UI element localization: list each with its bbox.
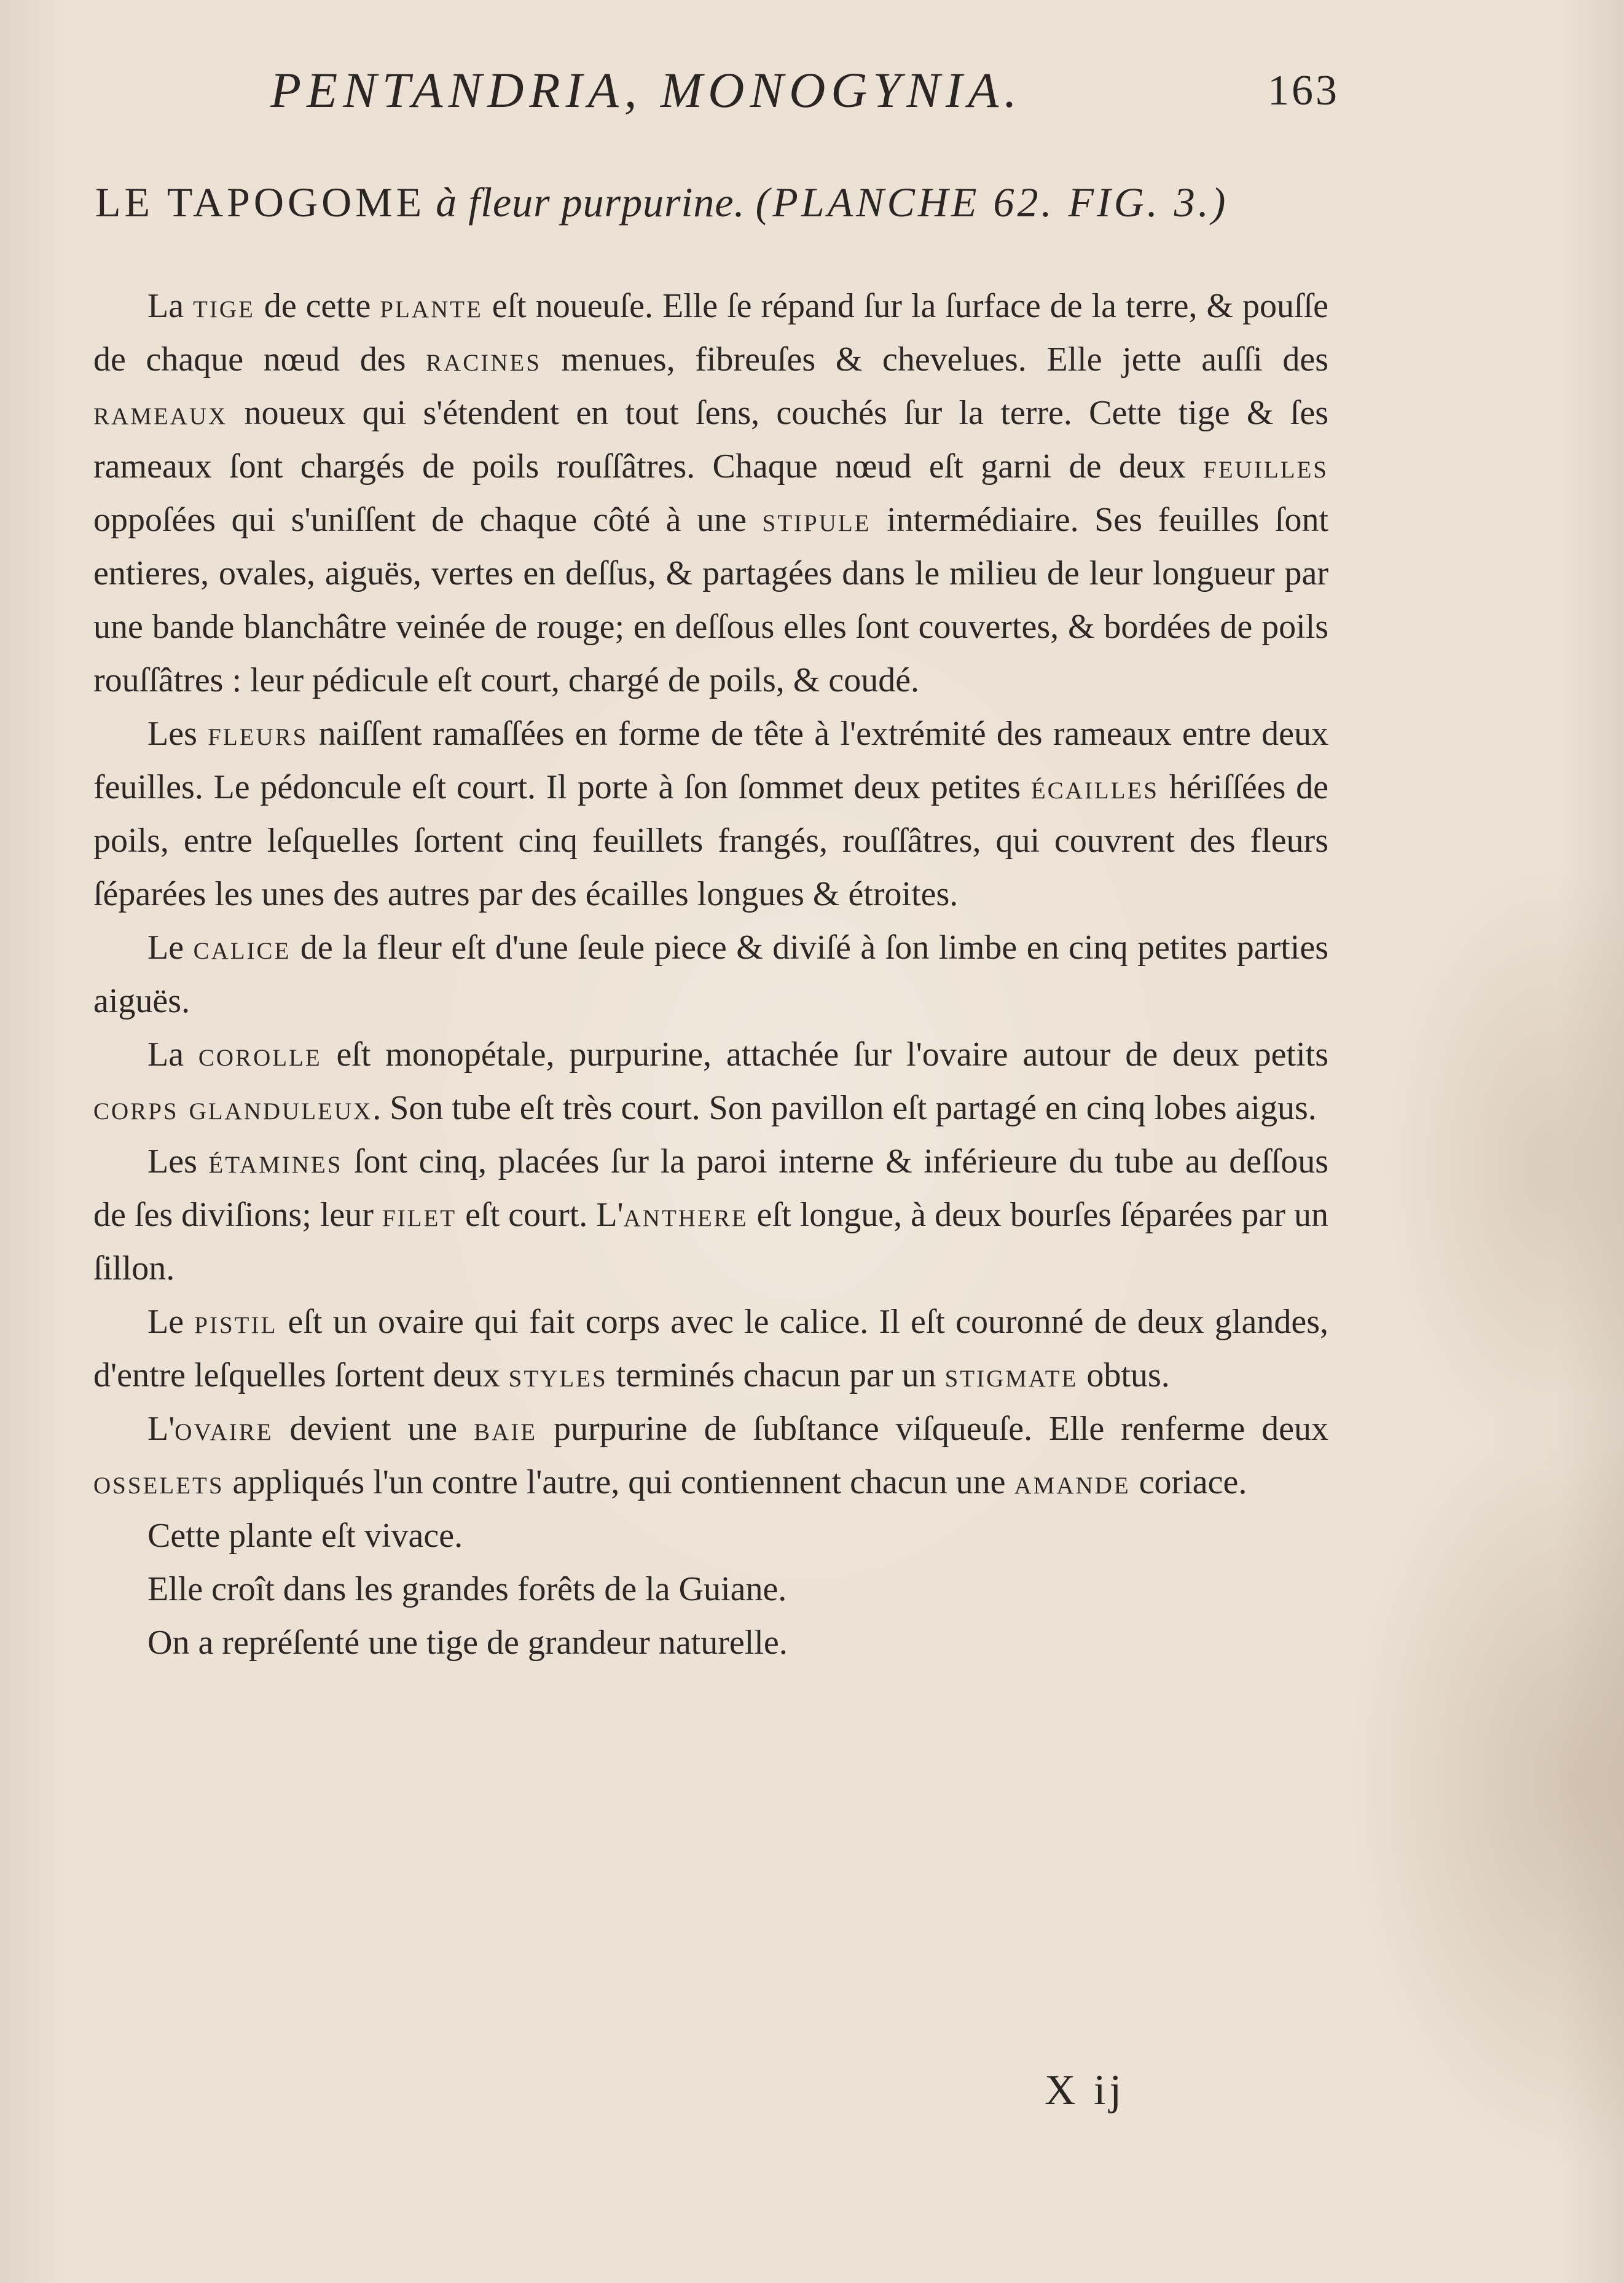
text-segment: eſt monopétale, purpurine, attachée ſur l'ovaire autour de deux petits — [321, 1035, 1328, 1074]
text-segment: eſt longue, à deux bourſes ſéparées par un ſillon. — [93, 1196, 1328, 1287]
paragraph — [93, 1028, 1328, 1135]
page-number: 163 — [1268, 67, 1340, 114]
running-title: PENTANDRIA, MONOGYNIA. — [270, 62, 1022, 118]
text-segment: naiſſent ramaſſées en forme de tête à l'extrémité des rameaux entre deux feuilles. Le pédoncule eſt court. Il porte à ſon ſommet deux petites — [93, 715, 1328, 806]
text-segment: noueux qui s'étendent en tout ſens, couchés ſur la terre. Cette tige & ſes rameaux ſont chargés de poils rouſſâtres. Chaque nœud eſt garni de deux — [93, 394, 1328, 485]
text-segment: Les — [147, 715, 208, 753]
small-caps-term: amande — [1014, 1463, 1131, 1501]
text-segment: Les — [147, 1142, 209, 1181]
text-segment: On a repréſenté une tige de grandeur naturelle. — [147, 1624, 788, 1662]
small-caps-term: pistil — [194, 1303, 278, 1341]
small-caps-term: osselets — [93, 1463, 224, 1501]
paragraph — [93, 1402, 1328, 1509]
body-text — [93, 280, 1328, 1670]
small-caps-term: plante — [380, 287, 483, 325]
small-caps-term: étamines — [208, 1142, 343, 1181]
text-segment: menues, fibreuſes & chevelues. Elle jette auſſi des — [541, 340, 1329, 379]
text-segment: de cette — [254, 287, 380, 325]
small-caps-term: baie — [474, 1410, 538, 1448]
text-segment: coriace. — [1130, 1463, 1247, 1501]
paragraph — [93, 1135, 1328, 1295]
paragraph — [93, 707, 1328, 921]
species-descriptor: à fleur purpurine. — [436, 179, 745, 226]
paragraph — [93, 1616, 1328, 1670]
species-name: LE TAPOGOME — [95, 179, 426, 226]
paragraph — [93, 1563, 1328, 1616]
small-caps-term: ovaire — [175, 1410, 273, 1448]
text-segment: obtus. — [1078, 1356, 1170, 1394]
paragraph — [93, 280, 1328, 707]
small-caps-term: anthere — [623, 1196, 748, 1234]
small-caps-term: styles — [508, 1356, 608, 1394]
small-caps-term: corolle — [198, 1035, 322, 1074]
species-title — [95, 178, 1324, 227]
paragraph — [93, 1509, 1328, 1563]
text-segment: La — [147, 1035, 198, 1074]
text-segment: La — [147, 287, 194, 325]
text-segment: Cette plante eſt vivace. — [147, 1517, 463, 1555]
text-segment: oppoſées qui s'uniſſent de chaque côté à une — [93, 501, 763, 539]
small-caps-term: feuilles — [1203, 447, 1328, 485]
text-segment: Elle croît dans les grandes forêts de la Guiane. — [147, 1570, 787, 1608]
small-caps-term: fleurs — [208, 715, 308, 753]
small-caps-term: calice — [193, 929, 291, 967]
small-caps-term: écailles — [1030, 768, 1159, 806]
page-header — [270, 61, 1340, 129]
small-caps-term: tige — [193, 287, 255, 325]
text-segment: intermédiaire. Ses feuilles ſont entieres, ovales, aiguës, vertes en deſſus, & partagées dans le milieu de leur longueur par une bande blanchâtre veinée de rouge; en deſſous elles ſont couvertes, & bordées de poils rouſſâtres : leur pédicule eſt court, chargé de poils, & coudé. — [93, 501, 1328, 699]
text-segment: eſt un ovaire qui fait corps avec le calice. Il eſt couronné de deux glandes, d'entre leſquelles ſortent deux — [93, 1303, 1328, 1394]
text-segment: devient une — [273, 1410, 474, 1448]
small-caps-term: filet — [382, 1196, 457, 1234]
text-segment: appliqués l'un contre l'autre, qui contiennent chacun une — [224, 1463, 1014, 1501]
small-caps-term: racines — [426, 340, 541, 379]
text-segment: Le — [147, 929, 194, 967]
text-segment: L' — [147, 1410, 175, 1448]
text-segment: Le — [147, 1303, 195, 1341]
paragraph — [93, 1295, 1328, 1402]
text-segment: terminés chacun par un — [607, 1356, 945, 1394]
text-segment: hériſſées de poils, entre leſquelles ſortent cinq feuillets frangés, rouſſâtres, qui couvrent des fleurs ſéparées les unes des autres par des écailles longues & étroites. — [93, 768, 1328, 913]
small-caps-term: corps glanduleux — [93, 1089, 373, 1127]
text-segment: . Son tube eſt très court. Son pavillon eſt partagé en cinq lobes aigus. — [372, 1089, 1317, 1127]
small-caps-term: rameaux — [93, 394, 228, 432]
small-caps-term: stipule — [762, 501, 871, 539]
paragraph — [93, 921, 1328, 1028]
signature-mark: X ij — [1045, 2067, 1125, 2114]
plate-reference: (PLANCHE 62. FIG. 3.) — [755, 179, 1229, 226]
text-segment: ſont cinq, placées ſur la paroi interne & inférieure du tube au deſſous de ſes diviſions; leur — [93, 1142, 1329, 1234]
text-segment: de la fleur eſt d'une ſeule piece & diviſé à ſon limbe en cinq petites parties aiguës. — [93, 929, 1328, 1020]
text-segment: eſt court. L' — [457, 1196, 624, 1234]
text-segment: eſt noueuſe. Elle ſe répand ſur la ſurface de la terre, & pouſſe de chaque nœud des — [93, 287, 1328, 379]
text-segment: purpurine de ſubſtance viſqueuſe. Elle renferme deux — [537, 1410, 1328, 1448]
small-caps-term: stigmate — [944, 1356, 1078, 1394]
